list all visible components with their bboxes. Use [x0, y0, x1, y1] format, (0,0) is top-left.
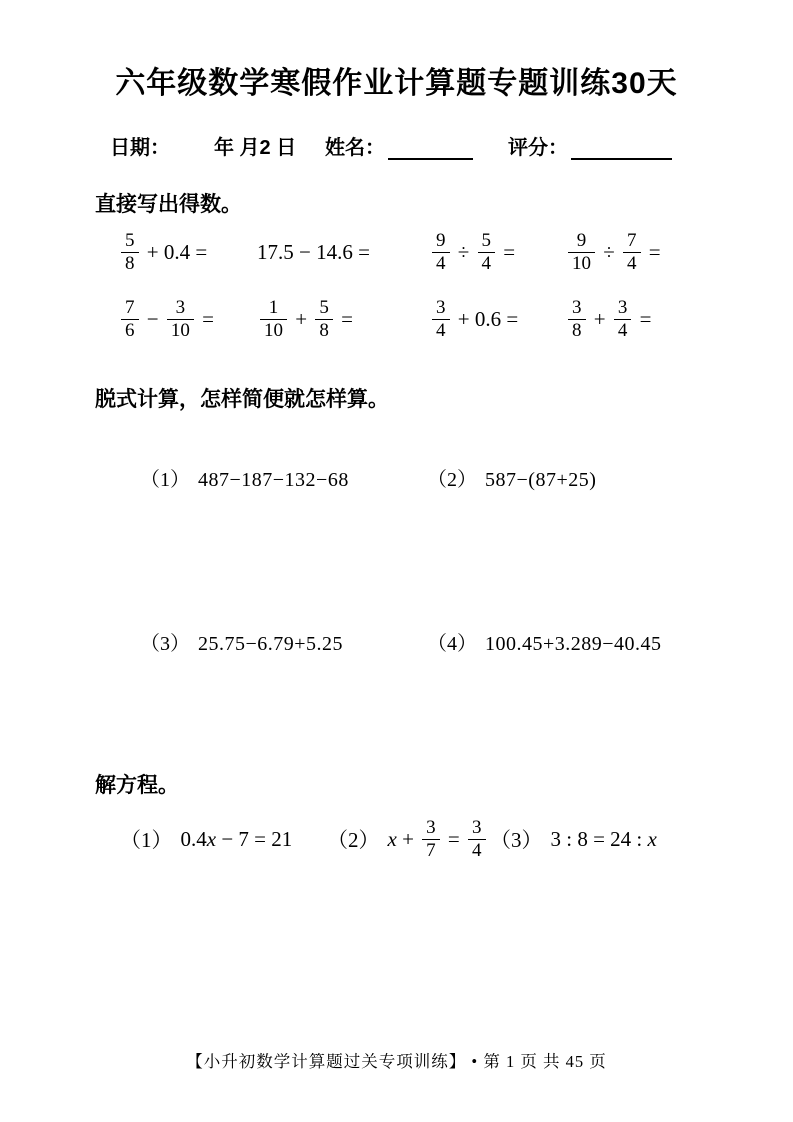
score-label: 评分：: [508, 137, 568, 159]
fraction: $\frac{3}{4}$: [468, 817, 486, 861]
equation-problem-1: [120, 808, 292, 870]
equation-expression: [388, 817, 489, 861]
fraction: $\frac{5}{8}$: [315, 297, 333, 341]
math-text: =: [196, 306, 214, 331]
fraction: $\frac{3}{4}$: [614, 297, 632, 341]
fraction: $\frac{3}{10}$: [167, 297, 194, 341]
date-label: 日期：: [110, 137, 170, 159]
calc-problem-3: [120, 604, 343, 679]
quick-problem-2: [257, 222, 370, 282]
quick-problem-6: [257, 289, 353, 349]
problem-number: （4）: [427, 633, 477, 655]
fraction: $\frac{3}{7}$: [422, 817, 440, 861]
math-text: − 7 = 21: [216, 826, 293, 851]
equation-expression: [551, 827, 657, 852]
fraction: $\frac{7}{4}$: [623, 230, 641, 274]
math-text: +: [290, 306, 313, 331]
fraction: $\frac{5}{8}$: [121, 230, 139, 274]
fraction: $\frac{5}{4}$: [478, 230, 496, 274]
score-blank-line: [571, 134, 672, 160]
fraction: $\frac{3}{8}$: [568, 297, 586, 341]
math-text: 0.4: [180, 826, 207, 851]
math-text: + 0.4 =: [141, 239, 208, 264]
equation-expression: [181, 827, 293, 852]
problem-number: （2）: [327, 828, 380, 852]
fraction: $\frac{3}{4}$: [432, 297, 450, 341]
calc-problem-4: [407, 604, 662, 679]
problem-number: （3）: [140, 633, 190, 655]
variable: x: [206, 826, 217, 851]
problem-number: （2）: [427, 469, 477, 491]
math-text: =: [442, 826, 466, 851]
name-label: 姓名：: [325, 137, 385, 159]
variable: x: [647, 826, 657, 851]
fraction: $\frac{7}{6}$: [121, 297, 139, 341]
problem-expression: 487−187−132−68: [198, 469, 349, 491]
section-heading-quick-calc: 直接写出得数。: [95, 193, 242, 216]
math-text: −: [141, 306, 164, 331]
problem-expression: 100.45+3.289−40.45: [485, 633, 662, 655]
date-fields: 年 月2 日: [214, 137, 297, 159]
calc-problem-2: [407, 440, 596, 515]
math-text: =: [634, 306, 652, 331]
problem-expression: 587−(87+25): [485, 469, 597, 491]
page-footer: 【小升初数学计算题过关专项训练】 • 第 1 页 共 45 页: [186, 1052, 607, 1071]
equation-problem-3: [490, 808, 657, 870]
math-text: +: [588, 306, 611, 331]
math-text: =: [335, 306, 353, 331]
quick-problem-7: [429, 289, 518, 349]
math-text: ÷: [598, 239, 621, 264]
calc-problem-1: [120, 440, 349, 515]
math-text: =: [643, 239, 661, 264]
page-title: 六年级数学寒假作业计算题专题训练30天: [115, 67, 678, 100]
fraction: $\frac{9}{4}$: [432, 230, 450, 274]
problem-number: （3）: [490, 828, 543, 852]
fraction: $\frac{1}{10}$: [260, 297, 287, 341]
equation-problem-2: [327, 808, 489, 870]
quick-problem-5: [118, 289, 214, 349]
problem-number: （1）: [120, 828, 173, 852]
math-text: 3 : 8 = 24 :: [550, 826, 648, 851]
fraction: $\frac{9}{10}$: [568, 230, 595, 274]
math-text: =: [498, 239, 516, 264]
math-text: +: [396, 826, 420, 851]
math-text: ÷: [452, 239, 475, 264]
section-heading-written-calc: 脱式计算，怎样简便就怎样算。: [95, 388, 389, 411]
quick-problem-8: [565, 289, 651, 349]
math-text: + 0.6 =: [452, 306, 519, 331]
quick-problem-3: [429, 222, 515, 282]
name-blank-line: [388, 134, 473, 160]
section-heading-equations: 解方程。: [95, 774, 179, 797]
problem-number: （1）: [140, 469, 190, 491]
variable: x: [387, 826, 397, 851]
problem-expression: 25.75−6.79+5.25: [198, 633, 344, 655]
quick-problem-4: [565, 222, 661, 282]
math-text: 17.5 − 14.6 =: [257, 239, 370, 264]
quick-problem-1: [118, 222, 207, 282]
